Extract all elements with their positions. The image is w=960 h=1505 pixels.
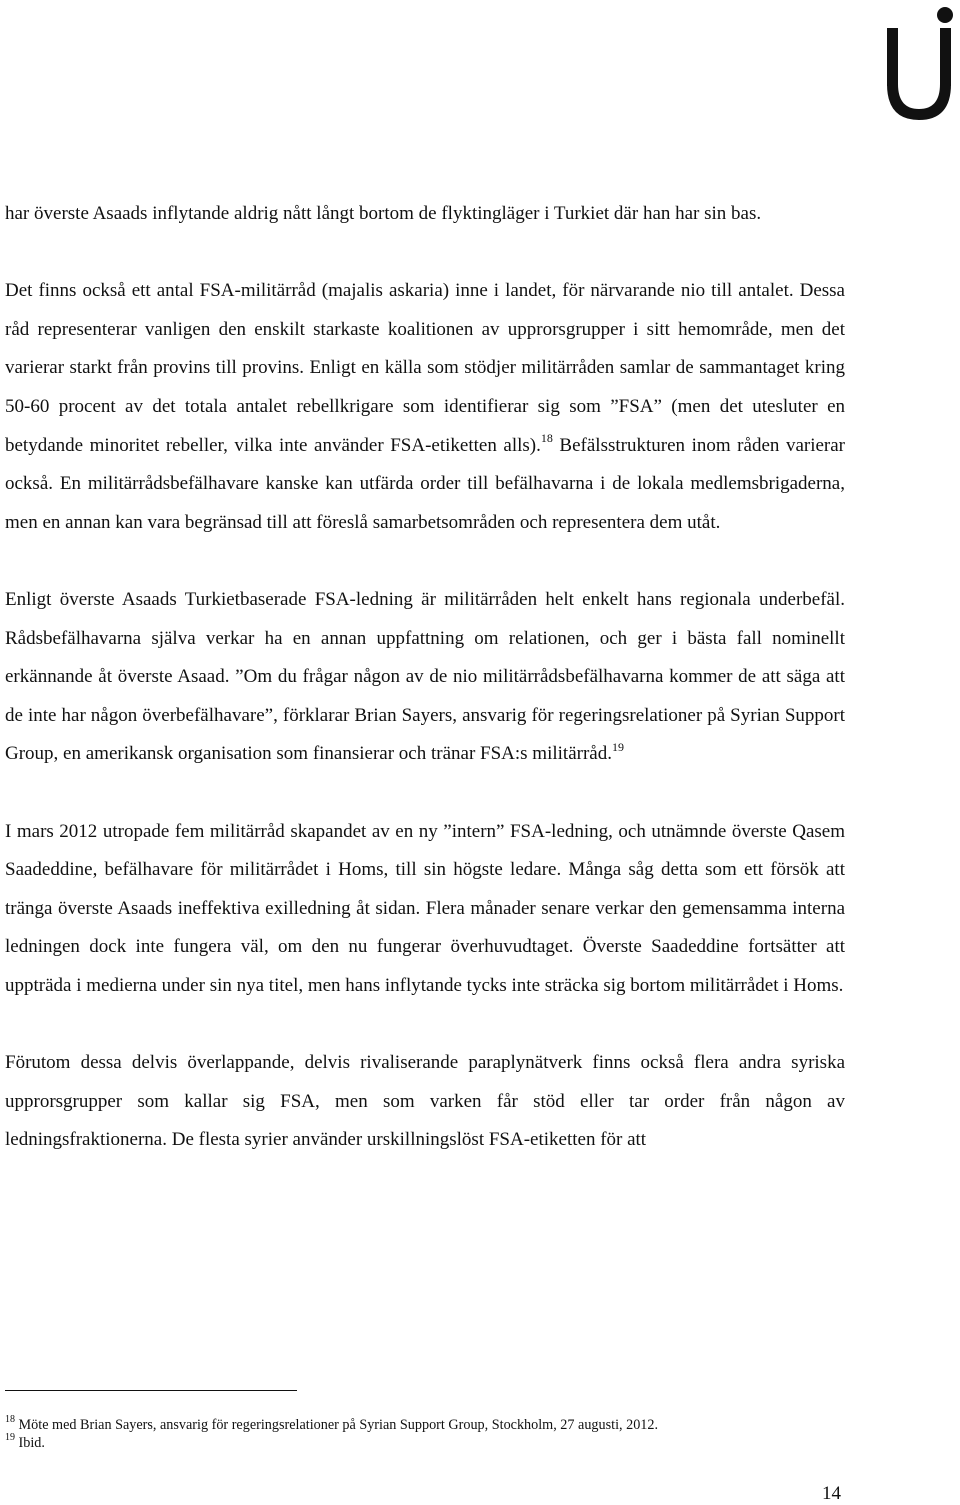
paragraph-text: Det finns också ett antal FSA-militärråd (majalis askaria) inne i landet, för närvarande nio till antalet. Dessa råd representerar vanligen den enskilt starkaste koalitionen av upprorsgrupper i sitt hemområde, men det varierar starkt från provins till provins. Enligt en källa som stödjer militärråden samlar de sammantaget kring 50-60 procent av det totala antalet rebellkrigare som identifierar sig som ”FSA” (men det utesluter en betydande minoritet rebeller, vilka inte använder FSA-etiketten alls). — [5, 280, 845, 456]
page-number: 14 — [822, 1483, 841, 1504]
footnote-number: 18 — [5, 1414, 15, 1426]
paragraph-text: I mars 2012 utropade fem militärråd skapandet av en ny ”intern” FSA-ledning, och utnämnde överste Qasem Saadeddine, befälhavare för militärrådet i Homs, till sin högste ledare. Många såg detta som ett försök att tränga överste Asaads ineffektiva exilledning åt sidan. Flera månader senare verkar den gemensamma interna ledningen dock inte fungera väl, om den nu fungerar överhuvudtaget. Överste Saadeddine fortsätter att uppträda i medierna under sin nya titel, men hans inflytande tycks inte sträcka sig bortom militärrådet i Homs. — [5, 820, 845, 996]
paragraph-text: Befälsstrukturen inom råden varierar också. En militärrådsbefälhavare kanske kan utfärda order till befälhavarna i de lokala medlemsbrigaderna, men en annan kan vara begränsad till att föreslå samarbetsområden och representera dem utåt. — [5, 434, 846, 533]
paragraph-text: Förutom dessa delvis överlappande, delvis rivaliserande paraplynätverk finns också flera andra syriska upprorsgrupper som kallar sig FSA, men som varken får stöd eller tar order från någon av ledningsfraktionerna. De flesta syrier använder urskillningslöst FSA-etiketten för att — [5, 1052, 845, 1151]
footnote — [5, 1416, 905, 1434]
paragraph-text: har överste Asaads inflytande aldrig nått långt bortom de flyktingläger i Turkiet där han har sin bas. — [5, 203, 762, 224]
footnote-separator — [5, 1390, 297, 1391]
footnote-reference: 18 — [540, 431, 553, 446]
footnote-number: 19 — [5, 1432, 15, 1444]
body-text — [5, 195, 845, 1160]
footnote-text: Ibid. — [15, 1435, 45, 1451]
paragraph — [5, 195, 845, 234]
footnotes — [5, 1416, 905, 1452]
paragraph-text: Enligt överste Asaads Turkietbaserade FSA-ledning är militärråden helt enkelt hans regionala underbefäl. Rådsbefälhavarna själva verkar ha en annan uppfattning om relationen, och ger i bästa fall nominellt erkännande åt överste Asaad. ”Om du frågar någon av de nio militärrådsbefälhavarna kommer de att säga att de inte har någon överbefälhavare”, förklarar Brian Sayers, ansvarig för regeringsrelationer på Syrian Support Group, en amerikansk organisation som finansierar och tränar FSA:s militärråd. — [5, 588, 845, 765]
footnote — [5, 1434, 905, 1452]
paragraph — [5, 813, 845, 1006]
footnote-text: Möte med Brian Sayers, ansvarig för regeringsrelationer på Syrian Support Group, Stockholm, 27 augusti, 2012. — [15, 1417, 659, 1433]
paragraph — [5, 581, 845, 774]
paragraph — [5, 1044, 845, 1160]
university-logo-icon — [882, 6, 956, 122]
footnote-reference: 19 — [611, 739, 624, 754]
paragraph — [5, 272, 845, 542]
